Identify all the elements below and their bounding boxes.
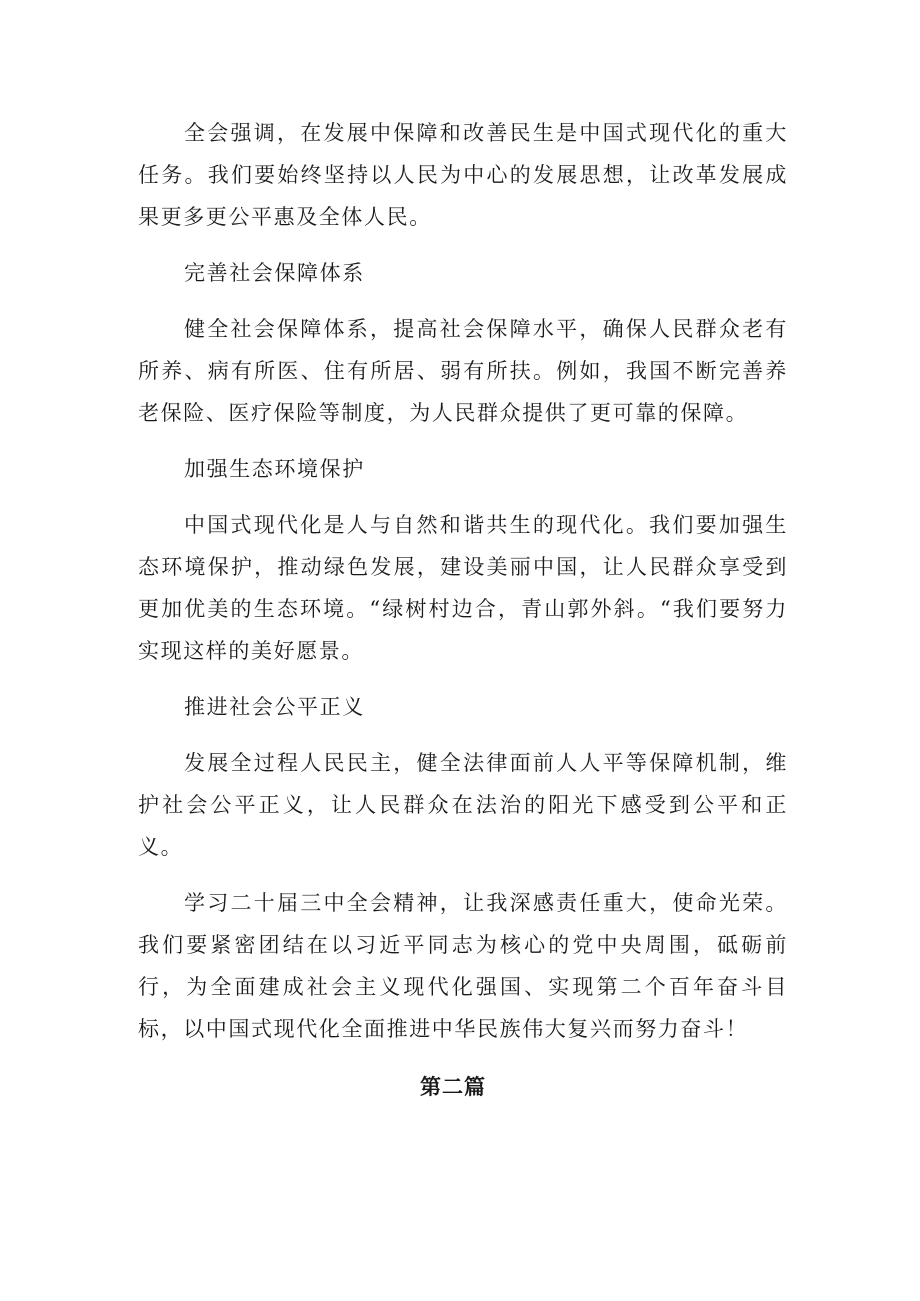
paragraph-conclusion: 学习二十届三中全会精神，让我深感责任重大，使命光荣。我们要紧密团结在以习近平同志为核心的党中央周围，砥砺前行，为全面建成社会主义现代化强国、实现第二个百年奋斗目标，以中国式现代化全面推进中华民族伟大复兴而努力奋斗！ <box>138 891 788 1041</box>
part-title: 第二篇 <box>420 1074 486 1099</box>
section-heading-justice: 推进社会公平正义 <box>184 695 365 719</box>
paragraph-social-security: 健全社会保障体系，提高社会保障水平，确保人民群众老有所养、病有所医、住有所居、弱有所扶。例如，我国不断完善养老保险、医疗保险等制度，为人民群众提供了更可靠的保障。 <box>138 317 788 425</box>
document-body <box>138 112 788 1108</box>
section-heading-ecology: 加强生态环境保护 <box>184 457 365 481</box>
paragraph-ecology: 中国式现代化是人与自然和谐共生的现代化。我们要加强生态环境保护，推动绿色发展，建设美丽中国，让人民群众享受到更加优美的生态环境。“绿树村边合，青山郭外斜。“我们要努力实现这样的美好愿景。 <box>138 513 788 663</box>
section-heading-social-security: 完善社会保障体系 <box>184 261 365 285</box>
paragraph-livelihood: 全会强调，在发展中保障和改善民生是中国式现代化的重大任务。我们要始终坚持以人民为中心的发展思想，让改革发展成果更多更公平惠及全体人民。 <box>138 121 788 229</box>
paragraph-justice: 发展全过程人民民主，健全法律面前人人平等保障机制，维护社会公平正义，让人民群众在法治的阳光下感受到公平和正义。 <box>138 751 788 859</box>
